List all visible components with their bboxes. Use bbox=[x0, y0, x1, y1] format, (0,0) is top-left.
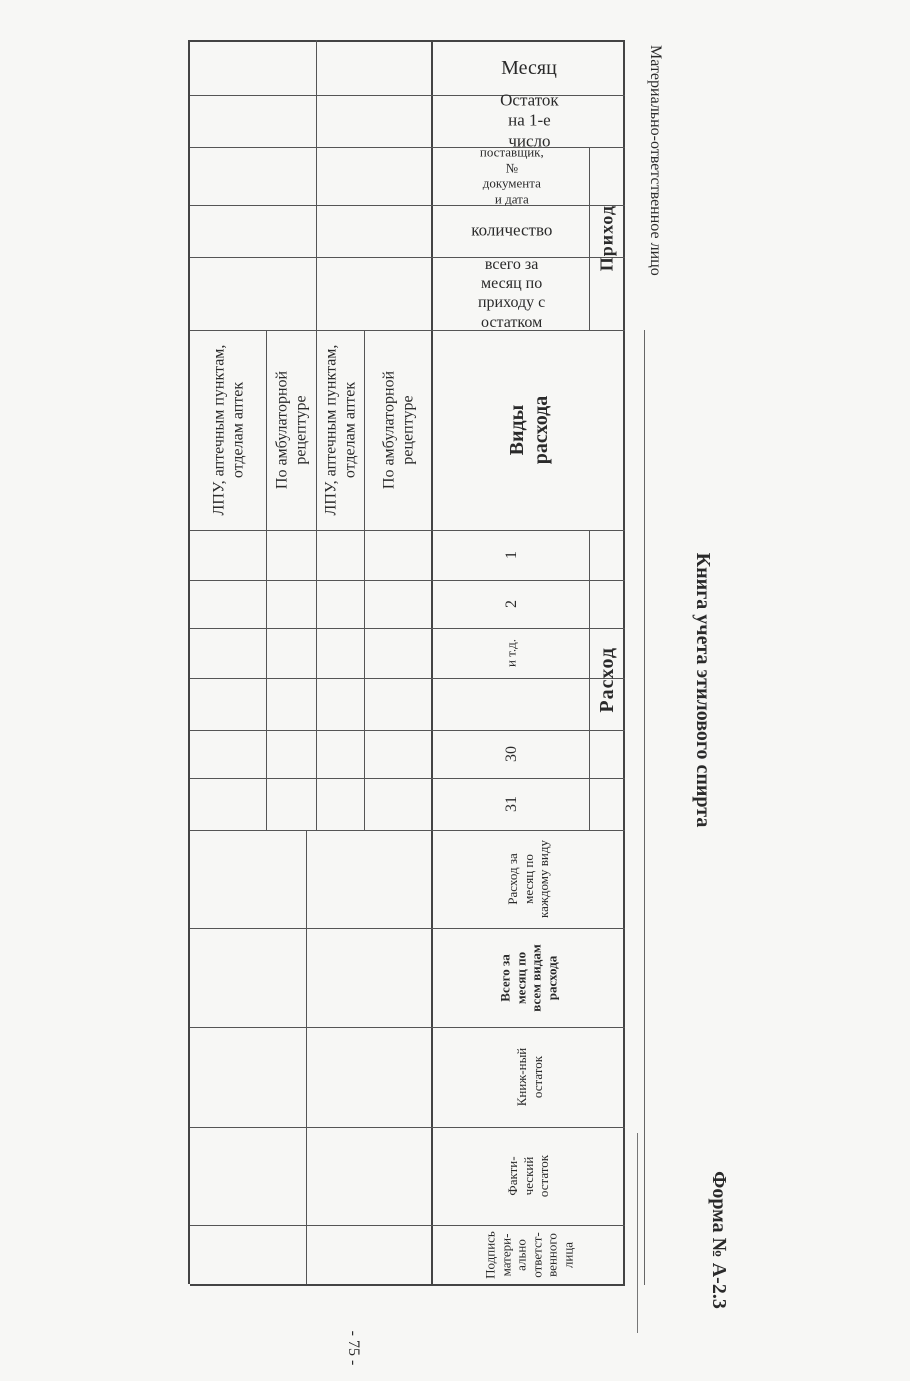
responsible-person-line bbox=[644, 330, 645, 1285]
header-expense-per-type: Расход за месяц по каждому виду bbox=[505, 840, 552, 918]
header-supplier: поставщик, № документа и дата bbox=[479, 144, 544, 207]
col-divider bbox=[190, 678, 625, 679]
header-actual-balance: Факти-ческий остаток bbox=[505, 1154, 552, 1198]
form-number: Форма № А-2.3 bbox=[708, 1171, 730, 1309]
body-row-line bbox=[306, 830, 307, 1284]
header-day-2: 2 bbox=[502, 600, 520, 608]
header-balance-first: Остаток на 1-е число bbox=[499, 90, 559, 151]
expense-type-row: По амбулаторной рецептуре bbox=[380, 370, 417, 490]
header-day-etc: и т.д. bbox=[503, 638, 519, 668]
header-book-balance: Книж-ный остаток bbox=[513, 1047, 544, 1107]
header-day-1: 1 bbox=[502, 551, 520, 559]
expense-type-row: ЛПУ, аптечным пунктам, отделам аптек bbox=[322, 344, 359, 516]
header-day-31: 31 bbox=[502, 796, 520, 812]
table-bottom-border bbox=[188, 40, 190, 1284]
expense-type-row: По амбулаторной рецептуре bbox=[273, 370, 310, 490]
form-underline bbox=[637, 1133, 638, 1333]
header-day-30: 30 bbox=[502, 746, 520, 762]
header-total-income: всего за месяц по приходу с остатком bbox=[477, 256, 546, 331]
page-number: - 75 - bbox=[345, 1330, 362, 1366]
header-expense-group: Расход bbox=[596, 647, 619, 713]
header-income-group: Приход bbox=[596, 205, 617, 272]
header-expense-total: Всего за месяц по всем видам расхода bbox=[497, 943, 560, 1012]
document-title: Книга учета этилового спирта bbox=[692, 552, 714, 828]
header-quantity: количество bbox=[470, 220, 553, 240]
header-signature: Подпись матери-ально ответст-венного лица bbox=[482, 1230, 576, 1279]
header-month: Месяц bbox=[501, 56, 557, 79]
body-row-line bbox=[316, 40, 317, 330]
expense-type-row: ЛПУ, аптечным пунктам, отделам аптек bbox=[210, 344, 247, 516]
responsible-person-label: Материально-ответственное лицо bbox=[647, 45, 664, 276]
header-expense-types: Виды расхода bbox=[506, 395, 552, 465]
table-right-border bbox=[190, 1284, 625, 1286]
